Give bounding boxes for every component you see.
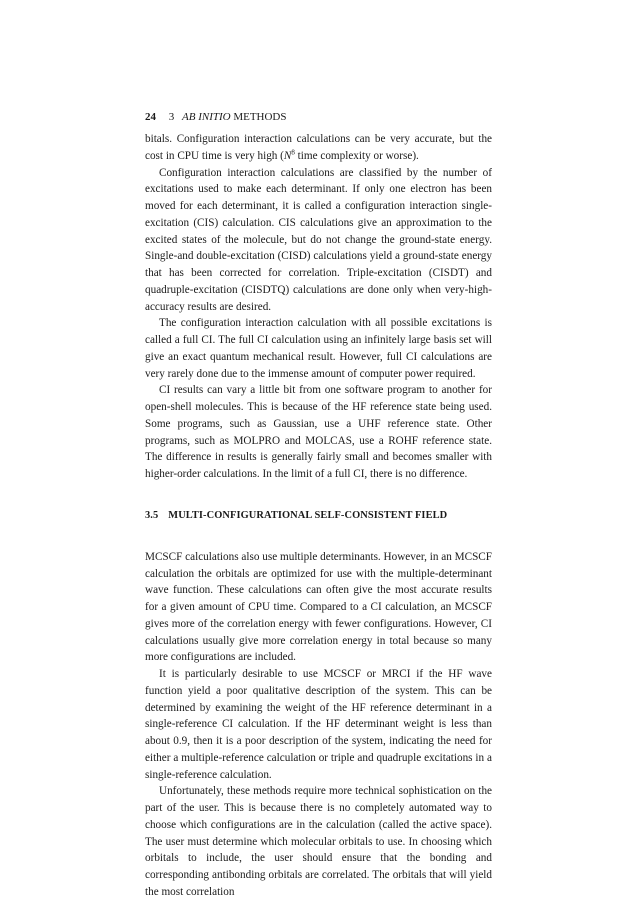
paragraph-text: bitals. Configuration interaction calculations can be very accurate, but the cost in CPU time is very high (: [145, 133, 492, 162]
math-symbol: N: [283, 149, 292, 162]
page-number: 24: [145, 111, 156, 123]
section-heading: [145, 509, 492, 523]
paragraph: CI results can vary a little bit from one software program to another for open-shell molecules. This is because of the HF reference state being used. Some programs, such as Gaussian, use a UHF reference state. Other programs, such as MOLPRO and MOLCAS, use a ROHF reference state. The difference in results is generally fairly small and becomes smaller with higher-order calculations. In the limit of a full CI, there is no difference.: [145, 384, 492, 480]
chapter-title: [182, 111, 287, 123]
paragraph: Unfortunately, these methods require more technical sophistication on the part of the user. This is because there is no completely automated way to choose which configurations are in the calculation (called the active space). The user must determine which molecular orbitals to use. In choosing which orbitals to include, the user should ensure that the bonding and corresponding antibonding orbitals are correlated. The orbitals that will yield the most correlation: [145, 785, 492, 898]
math-exponent: 8: [291, 148, 295, 157]
running-head: [145, 111, 287, 124]
body-text: [145, 131, 492, 901]
paragraph: The configuration interaction calculation with all possible excitations is called a full CI. The full CI calculation using an infinitely large basis set will give an exact quantum mechanical result. However, full CI calculations are very rarely done due to the immense amount of computer power required.: [145, 317, 492, 380]
chapter-title-italic: AB INITIO: [182, 111, 231, 123]
paragraph: Configuration interaction calculations are classified by the number of excitations used to make each determinant. If only one electron has been moved for each determinant, it is called a configuration interaction single-excitation (CIS) calculation. CIS calculations give an approximation to the excited states of the molecule, but do not change the ground-state energy. Single-and double-excitation (CISD) calculations yield a ground-state energy that has been corrected for correlation. Triple-excitation (CISDT) and quadruple-excitation (CISDTQ) calculations are done only when very-high-accuracy results are desired.: [145, 166, 492, 313]
section-title: MULTI-CONFIGURATIONAL SELF-CONSISTENT FIELD: [168, 509, 448, 521]
paragraph-text: time complexity or worse).: [294, 149, 419, 162]
section-number: 3.5: [145, 509, 159, 521]
paragraph-continued: [145, 131, 492, 165]
chapter-title-rest: METHODS: [233, 111, 287, 123]
paragraph: It is particularly desirable to use MCSCF or MRCI if the HF wave function yield a poor qualitative description of the system. This can be determined by examining the weight of the HF reference determinant in a single-reference CI calculation. If the HF determinant weight is less than about 0.9, then it is a poor description of the system, indicating the need for either a multiple-reference calculation or triple and quadruple excitations in a single-reference calculation.: [145, 668, 492, 781]
paragraph: MCSCF calculations also use multiple determinants. However, in an MCSCF calculation the orbitals are optimized for use with the multiple-determinant wave function. These calculations can often give the most accurate results for a given amount of CPU time. Compared to a CI calculation, an MCSCF gives more of the correlation energy with fewer configurations. However, CI calculations usually give more correlation energy in total because so many more configurations are included.: [145, 550, 492, 664]
chapter-number: 3: [168, 111, 175, 123]
